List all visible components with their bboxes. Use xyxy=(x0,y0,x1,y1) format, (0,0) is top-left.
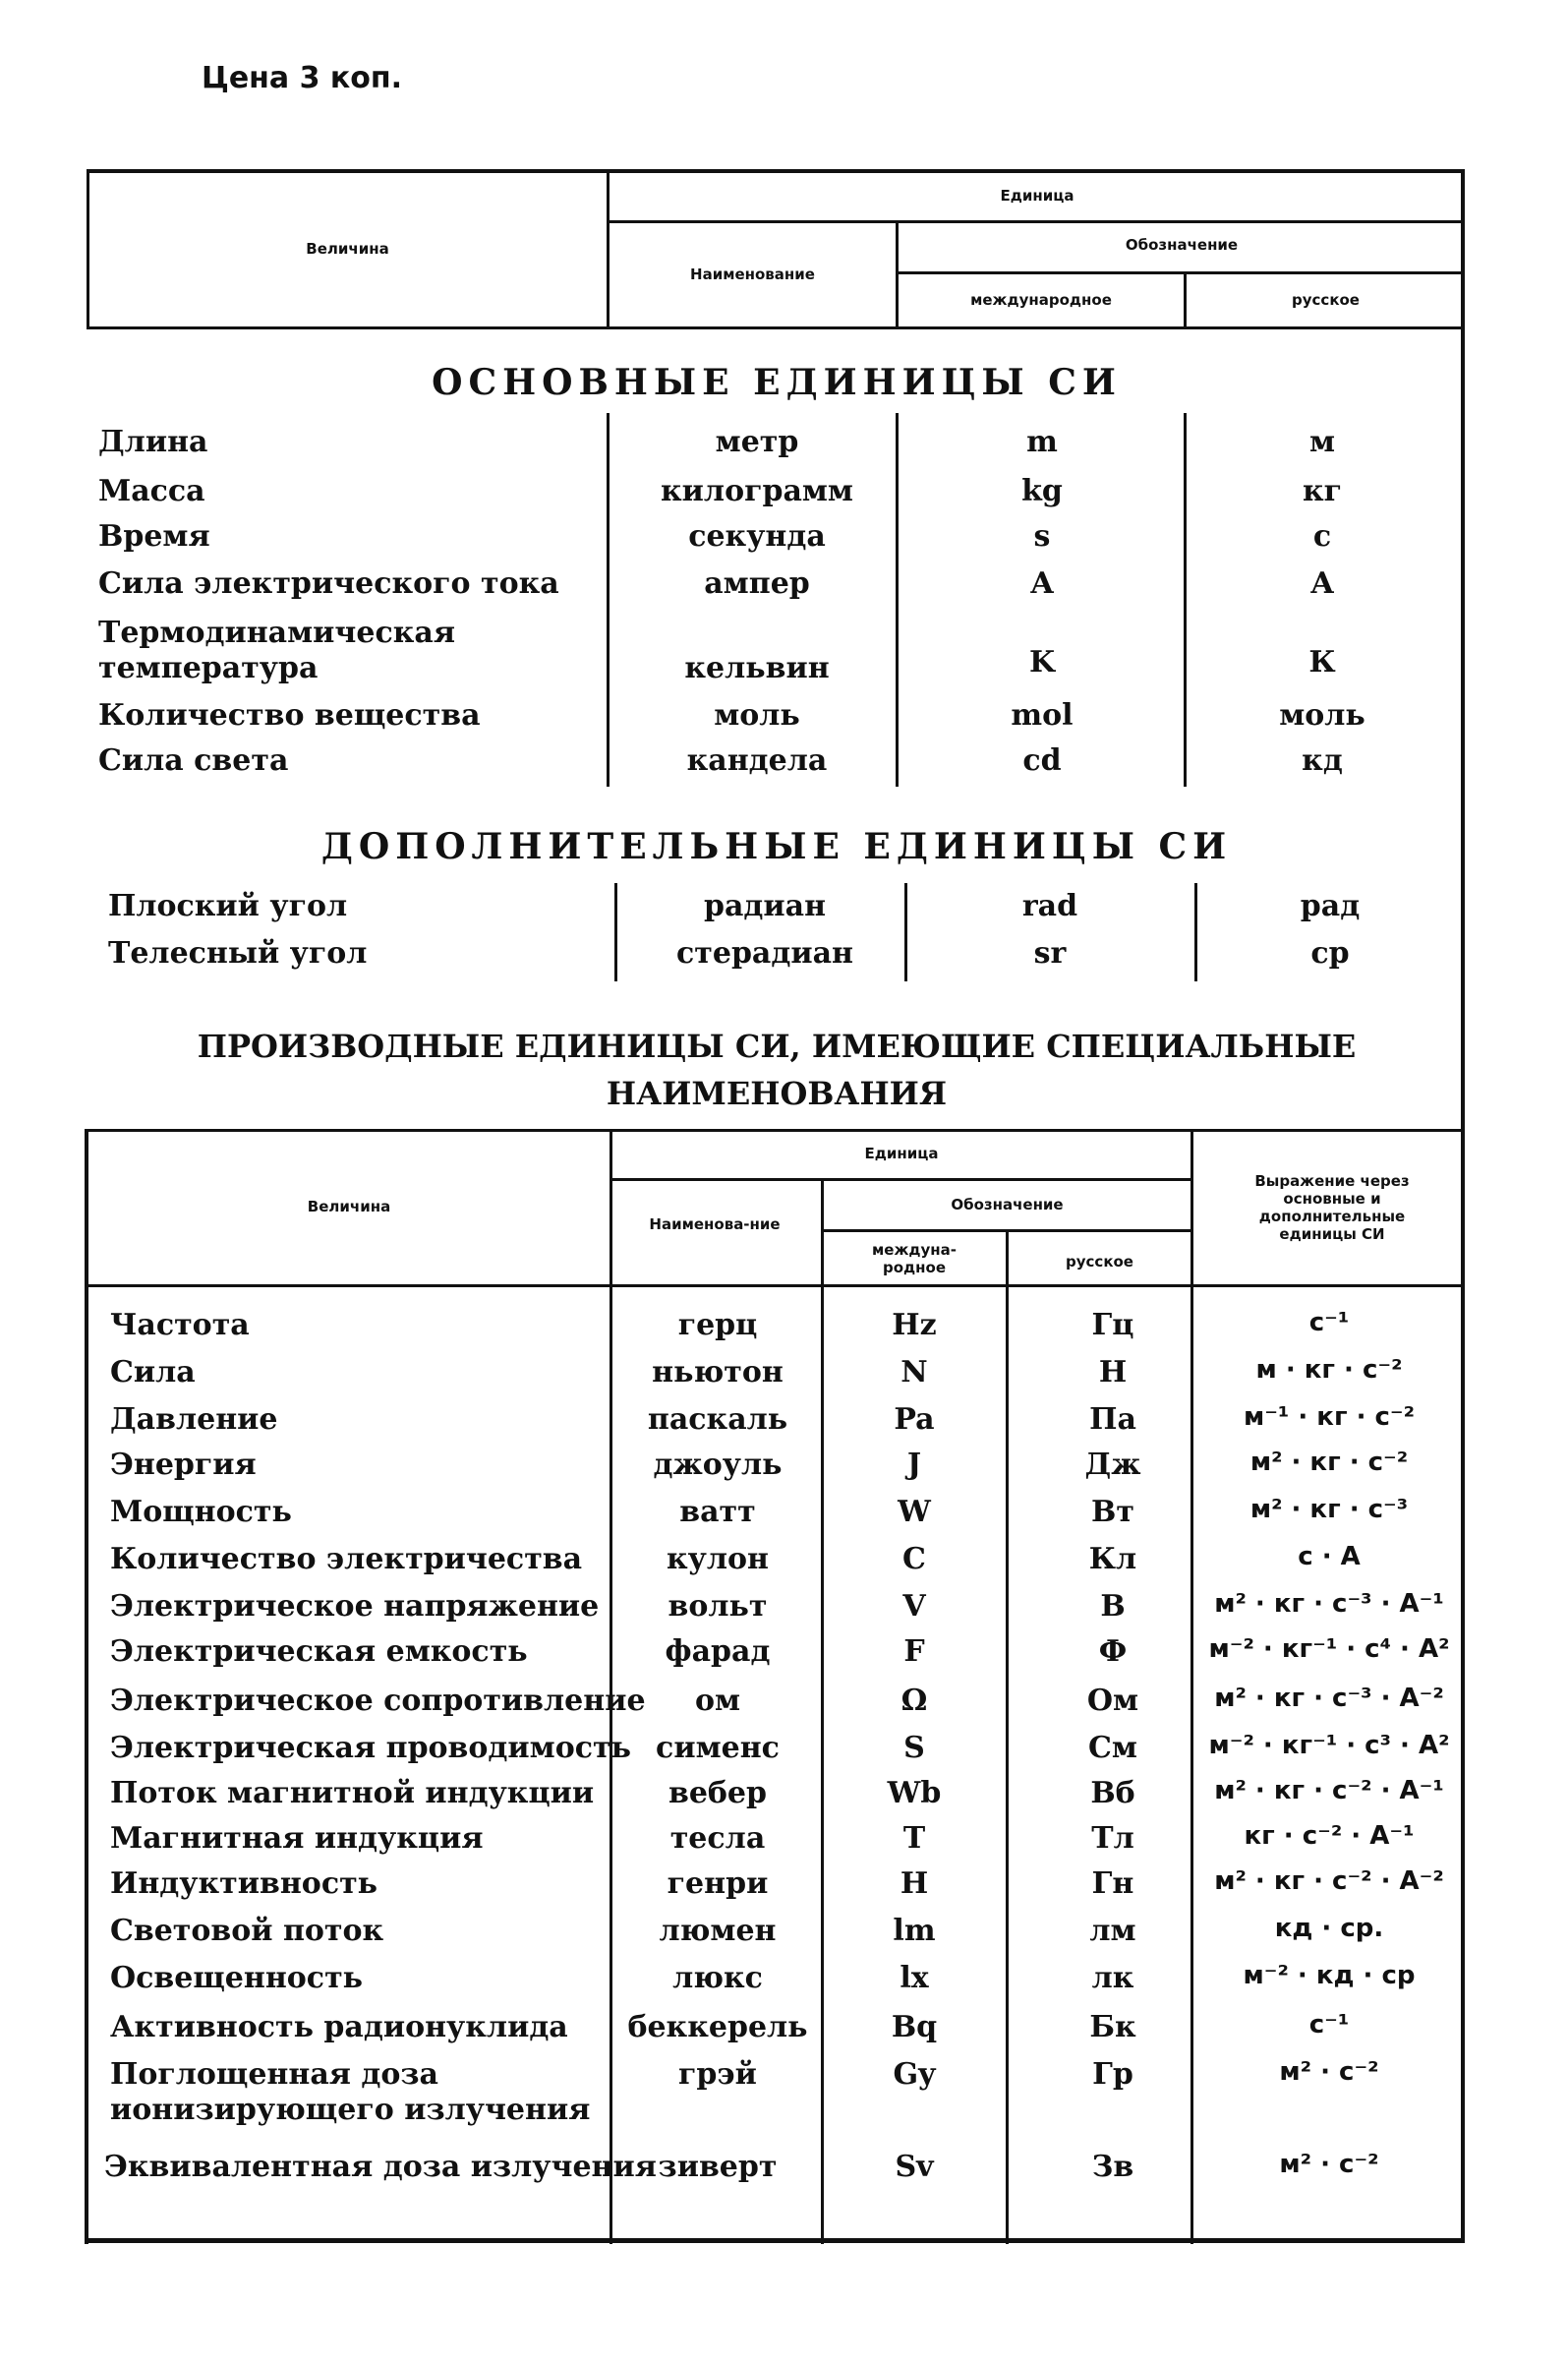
derived-expr: м² · с⁻² xyxy=(1279,2057,1379,2087)
base-unit-name: килограмм xyxy=(661,474,853,508)
base-unit-name: моль xyxy=(714,698,800,733)
base-rus: кг xyxy=(1302,474,1343,508)
t2-header-quantity: Величина xyxy=(307,1198,391,1215)
derived-expr: м⁻² · кг⁻¹ · с⁴ · А² xyxy=(1208,1634,1450,1664)
derived-unit-name: джоуль xyxy=(653,1448,783,1482)
derived-quantity: Поглощенная доза ионизирующего излучения xyxy=(110,2057,591,2127)
derived-quantity: Энергия xyxy=(110,1448,257,1482)
derived-intl: N xyxy=(900,1355,928,1389)
base-quantity: Сила света xyxy=(98,743,289,778)
supp-unit-name: стерадиан xyxy=(676,936,853,971)
derived-rus: Гн xyxy=(1091,1866,1134,1901)
derived-rus: Вб xyxy=(1090,1776,1135,1810)
derived-expr: кд · ср. xyxy=(1274,1914,1384,1943)
derived-quantity: Поток магнитной индукции xyxy=(110,1776,595,1810)
derived-intl: S xyxy=(903,1731,925,1765)
t2-header-unit: Единица xyxy=(864,1145,939,1162)
derived-rus: Гц xyxy=(1091,1308,1134,1342)
base-intl: m xyxy=(1026,425,1058,459)
base-intl: mol xyxy=(1011,698,1074,733)
base-quantity: Сила электрического тока xyxy=(98,566,559,601)
t2-header-name: Наименова-ние xyxy=(649,1215,781,1233)
derived-quantity: Частота xyxy=(110,1308,250,1342)
supp-rus: ср xyxy=(1310,936,1350,971)
derived-quantity: Электрическое напряжение xyxy=(110,1589,600,1624)
derived-quantity: Эквивалентная доза излучения xyxy=(104,2150,657,2184)
derived-unit-name: герц xyxy=(677,1308,758,1342)
base-intl: K xyxy=(1028,645,1056,680)
t1-header-rule-1 xyxy=(607,220,1465,223)
derived-expr: с · А xyxy=(1298,1542,1361,1571)
derived-intl: C xyxy=(902,1542,926,1576)
supp-intl: rad xyxy=(1021,889,1078,923)
derived-rus: Ф xyxy=(1098,1634,1128,1669)
derived-unit-name: люмен xyxy=(659,1914,777,1948)
supp-quantity: Телесный угол xyxy=(108,936,368,971)
t1-header-name: Наименование xyxy=(690,266,815,283)
base-unit-name: кандела xyxy=(686,743,828,778)
derived-quantity: Индуктивность xyxy=(110,1866,378,1901)
derived-rus: Гр xyxy=(1092,2057,1133,2092)
t2-header-designation: Обозначение xyxy=(951,1196,1064,1213)
derived-rus: Дж xyxy=(1084,1448,1141,1482)
derived-quantity: Освещенность xyxy=(110,1961,364,1995)
base-unit-name: кельвин xyxy=(684,651,830,685)
base-quantity: Длина xyxy=(98,425,208,459)
derived-quantity: Магнитная индукция xyxy=(110,1821,484,1856)
derived-unit-name: ньютон xyxy=(652,1355,784,1389)
section-supplementary-title: ДОПОЛНИТЕЛЬНЫЕ ЕДИНИЦЫ СИ xyxy=(320,826,1233,867)
base-rus: кд xyxy=(1302,743,1343,778)
derived-rus: Ом xyxy=(1086,1684,1139,1718)
derived-unit-name: грэй xyxy=(678,2057,757,2092)
derived-intl: Wb xyxy=(887,1776,942,1810)
t2-header-top-rule xyxy=(87,1129,1465,1132)
supp-unit-name: радиан xyxy=(703,889,827,923)
base-unit-name: ампер xyxy=(704,566,810,601)
t1-header-designation: Обозначение xyxy=(1125,236,1239,254)
derived-quantity: Количество электричества xyxy=(110,1542,583,1576)
derived-quantity: Электрическое сопротивление xyxy=(110,1684,646,1718)
derived-intl: V xyxy=(902,1589,926,1624)
t2-header-bottom-rule xyxy=(87,1284,1465,1287)
derived-rus: Вт xyxy=(1091,1495,1134,1529)
base-quantity: Термодинамическая температура xyxy=(98,616,455,685)
derived-quantity: Сила xyxy=(110,1355,196,1389)
derived-unit-name: ом xyxy=(694,1684,741,1718)
derived-intl: F xyxy=(903,1634,925,1669)
derived-quantity: Электрическая проводимость xyxy=(110,1731,631,1765)
derived-rus: См xyxy=(1088,1731,1137,1765)
price-label: Цена 3 коп. xyxy=(202,61,403,95)
derived-expr: с⁻¹ xyxy=(1308,1308,1350,1337)
base-intl: A xyxy=(1030,566,1054,601)
derived-unit-name: сименс xyxy=(656,1731,780,1765)
derived-unit-name: генри xyxy=(667,1866,769,1901)
derived-rus: лм xyxy=(1089,1914,1136,1948)
derived-intl: H xyxy=(900,1866,929,1901)
section-derived-title-line2: НАИМЕНОВАНИЯ xyxy=(606,1075,948,1112)
derived-rus: Па xyxy=(1089,1402,1136,1437)
derived-expr: с⁻¹ xyxy=(1308,2010,1350,2040)
base-quantity: Масса xyxy=(98,474,205,508)
t1-header-russian: русское xyxy=(1292,291,1360,309)
derived-unit-name: тесла xyxy=(669,1821,766,1856)
supp-quantity: Плоский угол xyxy=(108,889,348,923)
t1-header-quantity: Величина xyxy=(306,240,389,258)
derived-intl: lx xyxy=(900,1961,929,1995)
t1-header-rule-2 xyxy=(896,271,1465,274)
base-intl: cd xyxy=(1022,743,1062,778)
derived-quantity: Электрическая емкость xyxy=(110,1634,528,1669)
derived-expr: м² · кг · с⁻² · А⁻² xyxy=(1214,1866,1444,1896)
derived-quantity: Давление xyxy=(110,1402,278,1437)
derived-expr: м² · кг · с⁻² · А⁻¹ xyxy=(1214,1776,1444,1805)
derived-rus: Кл xyxy=(1088,1542,1137,1576)
derived-quantity: Световой поток xyxy=(110,1914,384,1948)
derived-rus: Зв xyxy=(1091,2150,1134,2184)
derived-expr: м² · кг · с⁻³ · А⁻¹ xyxy=(1214,1589,1444,1619)
base-rus: A xyxy=(1310,566,1334,601)
t2-header-russian: русское xyxy=(1066,1253,1133,1271)
derived-unit-name: кулон xyxy=(667,1542,769,1576)
t2-header-expression: Выражение через основные и дополнительные единицы СИ xyxy=(1254,1172,1410,1243)
derived-rus: Бк xyxy=(1089,2010,1136,2044)
derived-unit-name: ватт xyxy=(679,1495,756,1529)
derived-unit-name: беккерель xyxy=(627,2010,808,2044)
derived-rus: Н xyxy=(1098,1355,1128,1389)
base-intl: kg xyxy=(1021,474,1063,508)
supp-intl: sr xyxy=(1033,936,1067,971)
derived-unit-name: фарад xyxy=(665,1634,771,1669)
derived-intl: W xyxy=(898,1495,931,1529)
t1-header-unit: Единица xyxy=(1000,187,1074,205)
base-unit-name: метр xyxy=(715,425,799,459)
derived-intl: J xyxy=(906,1448,922,1482)
section-base-title: ОСНОВНЫЕ ЕДИНИЦЫ СИ xyxy=(432,362,1122,403)
base-rus: м xyxy=(1308,425,1336,459)
derived-intl: Sv xyxy=(895,2150,934,2184)
derived-expr: кг · с⁻² · А⁻¹ xyxy=(1244,1821,1415,1851)
derived-rus: Тл xyxy=(1091,1821,1134,1856)
derived-intl: lm xyxy=(893,1914,936,1948)
derived-intl: Gy xyxy=(893,2057,936,2092)
derived-expr: м² · кг · с⁻² xyxy=(1249,1448,1409,1477)
base-rus: К xyxy=(1308,645,1336,680)
derived-quantity: Активность радионуклида xyxy=(110,2010,568,2044)
derived-unit-name: паскаль xyxy=(647,1402,788,1437)
derived-expr: м⁻² · кд · ср xyxy=(1243,1961,1416,1990)
t2-header-international: междуна-родное xyxy=(872,1241,957,1276)
derived-intl: Pa xyxy=(894,1402,935,1437)
derived-intl: Ω xyxy=(900,1684,928,1718)
derived-expr: м⁻² · кг⁻¹ · с³ · А² xyxy=(1208,1731,1450,1760)
derived-expr: м · кг · с⁻² xyxy=(1255,1355,1403,1385)
t1-header-bottom-rule xyxy=(87,326,1465,329)
derived-unit-name: вольт xyxy=(668,1589,768,1624)
t1-header-international: международное xyxy=(970,291,1112,309)
derived-expr: м² · кг · с⁻³ xyxy=(1249,1495,1409,1524)
section-derived-title-line1: ПРОИЗВОДНЫЕ ЕДИНИЦЫ СИ, ИМЕЮЩИЕ СПЕЦИАЛЬНЫЕ xyxy=(197,1028,1357,1065)
base-rus: моль xyxy=(1279,698,1365,733)
supp-rus: рад xyxy=(1300,889,1361,923)
base-unit-name: секунда xyxy=(688,519,826,554)
derived-unit-name: вебер xyxy=(668,1776,767,1810)
derived-intl: T xyxy=(902,1821,926,1856)
t2-header-rule-1 xyxy=(610,1178,1192,1181)
derived-expr: м² · кг · с⁻³ · А⁻² xyxy=(1214,1684,1444,1713)
derived-quantity: Мощность xyxy=(110,1495,292,1529)
derived-expr: м⁻¹ · кг · с⁻² xyxy=(1243,1402,1416,1432)
base-divider-3 xyxy=(1184,413,1187,787)
base-quantity: Количество вещества xyxy=(98,698,481,733)
base-quantity: Время xyxy=(98,519,210,554)
derived-unit-name: люкс xyxy=(672,1961,763,1995)
base-rus: с xyxy=(1312,519,1332,554)
derived-intl: Bq xyxy=(891,2010,938,2044)
derived-intl: Hz xyxy=(892,1308,937,1342)
base-intl: s xyxy=(1033,519,1051,554)
derived-unit-name: зиверт xyxy=(658,2150,778,2184)
derived-rus: лк xyxy=(1091,1961,1134,1995)
derived-expr: м² · с⁻² xyxy=(1279,2150,1379,2179)
derived-rus: В xyxy=(1100,1589,1126,1624)
frame-left-edge-bottom xyxy=(85,1129,88,2244)
